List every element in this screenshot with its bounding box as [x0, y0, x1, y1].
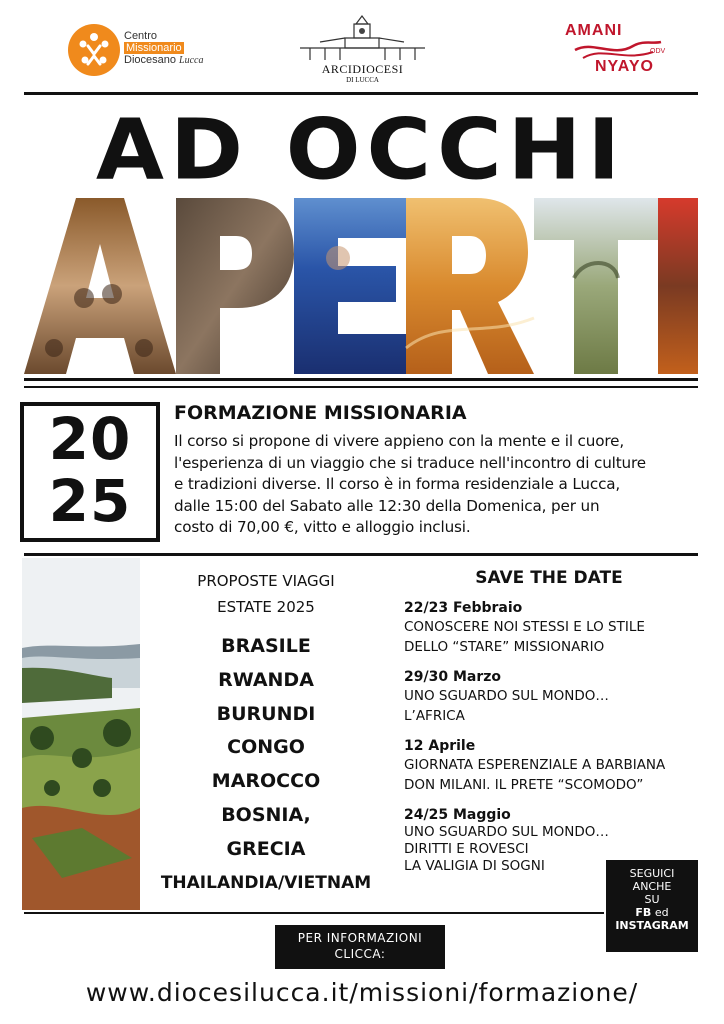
formazione-description [174, 431, 704, 539]
formazione-line: Il corso si propone di vivere appieno con la mente e il cuore, [174, 432, 625, 450]
event-date: 22/23 Febbraio [404, 600, 523, 616]
arcidiocesi-sub: DI LUCCA [346, 76, 379, 84]
event-line: DON MILANI. IL PRETE “SCOMODO” [404, 777, 644, 793]
letter-i [658, 198, 698, 374]
save-the-date-heading: SAVE THE DATE [475, 568, 623, 588]
cmd-line2: Missionario [126, 42, 182, 54]
proposte-viaggi [150, 568, 382, 900]
proposte-subheading: ESTATE 2025 [217, 598, 315, 616]
country-item: BOSNIA, [221, 803, 311, 826]
people-circle-icon [68, 24, 120, 76]
amani-odv: ODV [650, 48, 666, 55]
save-the-date [404, 568, 704, 875]
social-fb: FB [635, 906, 652, 919]
event-line: LA VALIGIA DI SOGNI [404, 858, 545, 874]
amani-top: AMANI [565, 22, 623, 39]
info-box [275, 925, 445, 969]
country-item: BURUNDI [216, 702, 316, 725]
event-line: DIRITTI E ROVESCI [404, 841, 529, 857]
year-box [20, 402, 160, 542]
event-item [404, 599, 704, 657]
top-rule [24, 92, 698, 95]
country-item: BRASILE [221, 635, 311, 657]
event-line: CONOSCERE NOI STESSI E LO STILE [404, 619, 645, 635]
amani-bottom: NYAYO [595, 58, 654, 75]
bottom-rule [24, 912, 604, 914]
info-line: CLICCA: [334, 947, 386, 961]
rule-above-lower [24, 553, 698, 556]
proposte-heading: PROPOSTE VIAGGI [197, 572, 335, 590]
aperti-photo-letters [24, 198, 698, 374]
event-line: UNO SGUARDO SUL MONDO… [404, 824, 609, 840]
website-link[interactable]: www.diocesilucca.it/missioni/formazione/ [85, 978, 639, 1007]
social-instagram: INSTAGRAM [615, 919, 689, 932]
centro-missionario-text [124, 30, 204, 67]
social-follow-box[interactable] [606, 860, 698, 952]
country-item: MAROCCO [211, 770, 321, 793]
event-line: UNO SGUARDO SUL MONDO… [404, 688, 609, 704]
amani-nyayo-logo [555, 20, 685, 80]
country-item: RWANDA [218, 668, 314, 691]
country-item: THAILANDIA/VIETNAM [160, 872, 372, 893]
formazione-line: l'esperienza di un viaggio che si traduce nell'incontro di culture [174, 453, 646, 472]
rule-below-title [24, 378, 698, 381]
cmd-line1: Centro [124, 30, 158, 42]
event-line: L’AFRICA [404, 708, 465, 724]
letter-r [406, 198, 534, 374]
event-line: DELLO “STARE” MISSIONARIO [404, 639, 605, 655]
info-line: PER INFORMAZIONI [297, 931, 423, 945]
letter-t [534, 198, 658, 374]
event-date: 29/30 Marzo [404, 669, 502, 685]
formazione-line: costo di 70,00 €, vitto e alloggio inclusi. [174, 518, 471, 536]
centro-missionario-logo [68, 22, 208, 78]
rule-below-title-thin [24, 386, 698, 388]
cmd-city: Lucca [179, 55, 204, 66]
country-item: CONGO [227, 736, 305, 759]
arcidiocesi-logo [290, 14, 435, 84]
letter-e [294, 198, 406, 374]
lake-landscape-photo [22, 558, 140, 910]
country-item: GRECIA [226, 837, 306, 860]
event-date: 24/25 Maggio [404, 807, 511, 823]
event-item [404, 737, 704, 795]
social-line: ANCHE [632, 880, 672, 893]
title-ad-occhi: AD OCCHI [95, 100, 627, 199]
letter-p [176, 198, 294, 374]
social-line: SEGUICI [629, 867, 675, 880]
title-aperti [24, 198, 698, 374]
social-line: SU [644, 893, 660, 906]
formazione-heading: FORMAZIONE MISSIONARIA [174, 402, 467, 424]
formazione-line: dalle 15:00 del Sabato alle 12:30 della Domenica, per un [174, 496, 600, 515]
event-date: 12 Aprile [404, 738, 476, 754]
cmd-line3: Diocesano [124, 54, 176, 66]
year-bottom: 25 [48, 467, 132, 535]
year-top: 20 [48, 405, 132, 473]
social-ed: ed [651, 906, 669, 919]
formazione-line: e tradizioni diverse. Il corso è in forma residenziale a Lucca, [174, 475, 621, 493]
cathedral-icon [290, 14, 435, 64]
event-line: GIORNATA ESPERENZIALE A BARBIANA [404, 757, 666, 773]
arcidiocesi-name: ARCIDIOCESI [321, 62, 404, 76]
event-item [404, 668, 704, 726]
